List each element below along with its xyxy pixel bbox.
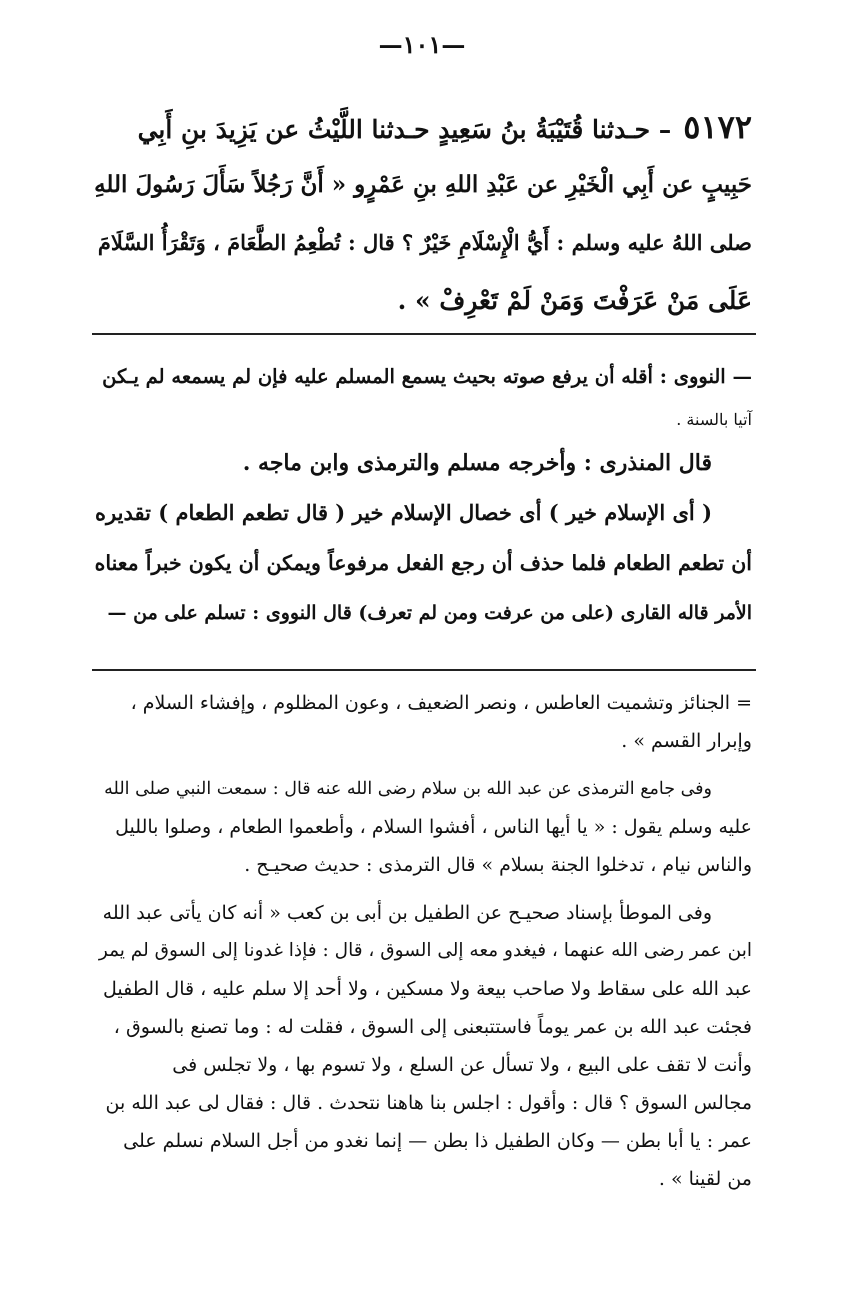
footnote-line: وأنت لا تقف على البيع ، ولا تسأل عن السلع ، ولا تسوم بها ، ولا تجلس فى [172,1054,752,1076]
commentary-line: الأمر قاله القارى (على من عرفت ومن لم تعرف) قال النووى : تسلم على من — [107,602,752,624]
footnote-line: والناس نيام ، تدخلوا الجنة بسلام » قال الترمذى : حديث صحيـح . [244,854,752,876]
hadith-line: صلى اللهُ عليه وسلم : أَيُّ الْإِسْلَامِ خَيْرٌ ؟ قال : تُطْعِمُ الطَّعَامَ ، وَتَقْرَأُ السَّلَامَ [97,230,752,255]
commentary-line: قال المنذرى : وأخرجه مسلم والترمذى وابن ماجه . [242,450,712,476]
divider-rule [92,333,756,335]
commentary-line: ( أى الإسلام خير ) أى خصال الإسلام خير ( قال تطعم الطعام ) تقديره [95,500,712,525]
hadith-line-text: – حـدثنا قُتَيْبَةُ بنُ سَعِيدٍ حـدثنا اللَّيْثُ عن يَزِيدَ بنِ أَبِي [137,115,672,144]
footnote-line: من لقينا » . [658,1168,752,1190]
commentary-line: أن تطعم الطعام فلما حذف أن رجع الفعل مرفوعاً ويمكن أن يكون خبراً معناه [94,551,752,575]
hadith-line: حَبِيبٍ عن أَبِي الْخَيْرِ عن عَبْدِ اللهِ بنِ عَمْرٍو « أَنَّ رَجُلاً سَأَلَ رَسُولَ اللهِ [94,171,752,198]
commentary-line: آتيا بالسنة . [676,410,752,429]
hadith-text [92,98,752,330]
footnote-line: عمر : يا أبا بطن — وكان الطفيل ذا بطن — إنما نغدو من أجل السلام نسلم على [123,1130,752,1152]
hadith-number: ٥١٧٢ [683,108,752,146]
footnote-line: مجالس السوق ؟ قال : وأقول : اجلس بنا هاهنا نتحدث . قال : فقال لى عبد الله بن [105,1092,752,1114]
commentary-line: — النووى : أقله أن يرفع صوته بحيث يسمع المسلم عليه فإن لم يسمعه لم يـكن [102,365,752,388]
hadith-line [92,98,752,156]
commentary-text [92,352,752,638]
footnote-text [92,684,752,1198]
hadith-line: عَلَى مَنْ عَرَفْتَ وَمَنْ لَمْ تَعْرِفْ » . [397,286,752,315]
footnote-line: وإبرار القسم » . [621,730,752,752]
footnote-line: وفى الموطأ بإسناد صحيـح عن الطفيل بن أبى بن كعب « أنه كان يأتى عبد الله [102,902,712,924]
footnote-line: عبد الله على سقاط ولا صاحب بيعة ولا مسكين ، ولا أحد إلا سلم عليه ، قال الطفيل [102,978,752,1000]
footnote-line: ابن عمر رضى الله عنهما ، فيغدو معه إلى السوق ، قال : فإذا غدونا إلى السوق لم يمر [98,940,752,961]
divider-rule [92,669,756,671]
footnote-line: فجئت عبد الله بن عمر يوماً فاستتبعنى إلى السوق ، فقلت له : وما تصنع بالسوق ، [113,1016,752,1038]
footnote-line: = الجنائز وتشميت العاطس ، ونصر الضعيف ، وعون المظلوم ، وإفشاء السلام ، [130,692,752,714]
footnote-line: وفى جامع الترمذى عن عبد الله بن سلام رضى الله عنه قال : سمعت النبي صلى الله [104,779,712,799]
footnote-line: عليه وسلم يقول : « يا أيها الناس ، أفشوا السلام ، وأطعموا الطعام ، وصلوا بالليل [115,816,752,838]
page-number: —١٠١— [378,30,466,59]
